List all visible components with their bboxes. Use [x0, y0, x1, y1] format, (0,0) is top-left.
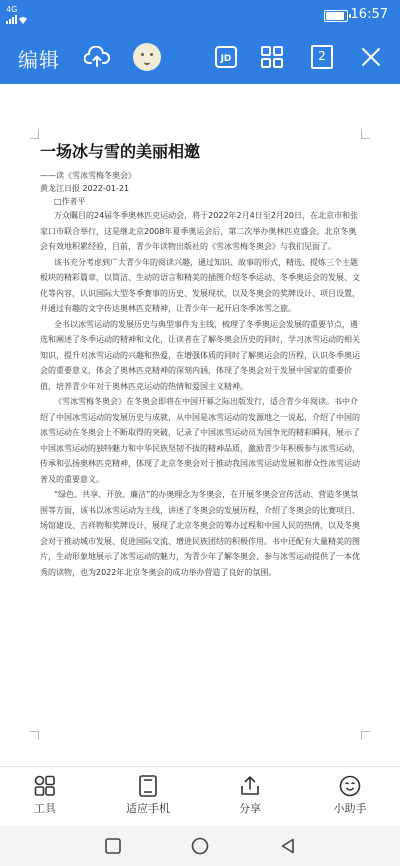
document-title: 一场冰与雪的美丽相邀: [40, 142, 201, 161]
recent-apps-icon[interactable]: [103, 836, 123, 856]
svg-text:JD: JD: [220, 54, 232, 64]
signal-indicator: [6, 6, 28, 26]
grid-icon[interactable]: [258, 43, 286, 71]
tag-line: □作者平: [54, 197, 86, 206]
system-nav-bar: [0, 826, 400, 866]
bottom-toolbar: [0, 766, 400, 827]
home-icon[interactable]: [190, 836, 210, 856]
tools-button[interactable]: [5, 775, 85, 816]
network-type: 4G: [6, 5, 18, 14]
page-content: [40, 141, 360, 580]
assistant-icon: [310, 775, 390, 797]
tools-label: 工具: [34, 802, 56, 815]
top-toolbar: [0, 30, 400, 84]
avatar[interactable]: [133, 43, 161, 71]
paragraph: 《雪冰雪梅冬奥会》在冬奥会即将在中国开幕之际出版发行，适合青少年阅读。书中介绍了中国冰雪运动的发展历史与成就，从中国是冰雪运动的发源地之一说起，介绍了中国的冰雪运动在冬奥会上不断取得的突破，记录了中国冰雪运动员为国争光的精彩瞬间，展示了中国冰雪运动的独特魅力和中华民族坚韧不拔的精神品质，激励青少年积极参与冰雪运动，传承和弘扬奥林匹克精神，体现了北京冬奥会对于推动我国冰雪运动发展和群众性冰雪运动普及的重要意义。: [40, 397, 360, 484]
cloud-upload-icon[interactable]: [83, 43, 111, 71]
paragraph: 该书充分考虑到广大青少年的阅读兴趣，通过知识、故事的形式，精选、提炼三个主题板块的精彩篇章，以简洁、生动的语言和精美的插图介绍冬季运动、冬季奥运会的发展、文化等内容，认识国际大型冬季赛事的历史、发展现状，以及冬奥会的奖牌设计、项目设置，并通过有趣的文字传达奥林匹克精神，让青少年一起开启冬季冰雪之旅。: [40, 257, 360, 313]
close-icon[interactable]: [357, 43, 385, 71]
paragraph: “绿色、共享、开放、廉洁”的办奥理念为冬奥会，在开展冬奥会宣传活动、营造冬奥氛围等方面，该书以冰雪运动为主线，讲述了冬奥会的发展历程，介绍了冬奥会的比赛项目、场馆建设、吉祥物和奖牌设计，展现了北京冬奥会的筹办过程和中国人民的热情，以及冬奥会对于推动城市发展、促进国际交流、增进民族团结的积极作用。书中还配有大量精美的图片，生动形象地展示了冰雪运动的魅力，为青少年了解冬奥会、参与冰雪运动提供了一本优秀的读物，也为2022年北京冬奥会的成功举办营造了良好的氛围。: [40, 490, 360, 577]
paragraph: 万众瞩目的24届冬季奥林匹克运动会，将于2022年2月4日至2月20日，在北京市和张家口市联合举行，这是继北京2008年夏季奥运会后，第二次举办奥林匹克盛会。北京冬奥会有效地积累经验，目前，青少年读物出版社的《雪冰雪梅冬奥会》与我们见面了。: [40, 211, 358, 251]
edit-button[interactable]: 编辑: [18, 48, 60, 72]
author-line: 黄龙江日报 2022-01-21: [40, 184, 130, 193]
signal-icon: [6, 15, 28, 24]
share-icon: [210, 775, 290, 797]
page-count-icon[interactable]: [308, 43, 336, 71]
clock: 16:57: [350, 7, 388, 22]
document-subtitle: ——读《雪冰雪梅冬奥会》: [40, 171, 136, 180]
share-label: 分享: [239, 802, 261, 815]
battery-icon: [324, 10, 348, 22]
share-button[interactable]: [210, 775, 290, 816]
status-bar: [0, 0, 400, 30]
page-corner-mark: [361, 130, 370, 139]
page-corner-mark: [361, 731, 370, 740]
fit-phone-label: 适应手机: [126, 802, 170, 815]
assistant-label: 小助手: [333, 802, 367, 815]
tools-icon: [5, 775, 85, 797]
page-count: 2: [318, 49, 326, 63]
fit-phone-button[interactable]: [108, 775, 188, 816]
phone-fit-icon: [108, 775, 188, 797]
page-corner-mark: [30, 731, 39, 740]
back-icon[interactable]: [278, 836, 298, 856]
jd-icon[interactable]: [212, 43, 240, 71]
assistant-button[interactable]: [310, 775, 390, 816]
page-corner-mark: [30, 130, 39, 139]
paragraph: 全书以冰雪运动的发展历史与典型事件为主线，梳理了冬季奥运会发展的重要节点，遴选和阐述了冬季运动的精神和文化，让读者在了解冬奥会历史的同时，学习冰雪运动的相关知识，提升对冰雪运动的兴趣和热爱，在增强体质的同时了解奥运会的历程，认识冬季奥运会的重要意义，体会了奥林匹克精神的深刻内涵，体现了冬奥会对于发展中国家的重要价值，培养青少年对于奥林匹克运动的热情和爱国主义精神。: [40, 319, 360, 391]
document-view[interactable]: [0, 84, 400, 766]
